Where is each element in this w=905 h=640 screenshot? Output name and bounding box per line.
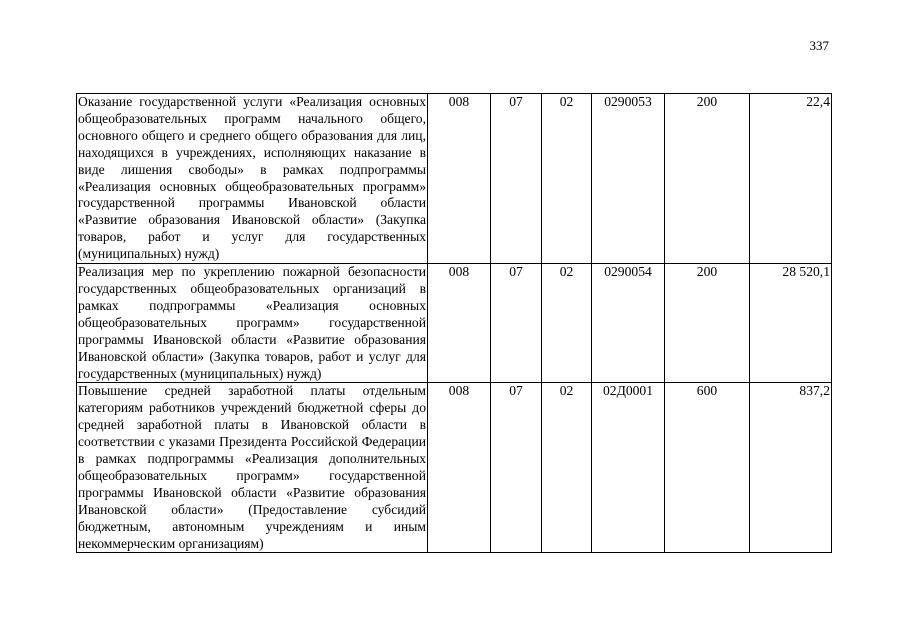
amount: 22,4 (750, 94, 832, 264)
row-description: Повышение средней заработной платы отдельным категориям работников учреждений бюджетной сферы до средней заработной платы в Ивановской области в соответствии с указами Президента Российской Федерации в рамках подпрограммы «Реализация дополнительных общеобразовательных программ» государственной программы Ивановской области «Развитие образования Ивановской области» (Предоставление субсидий бюджетным, автономным учреждениям и иным некоммерческим организациям) (77, 383, 428, 553)
section-code: 07 (491, 383, 542, 553)
subsection-code: 02 (542, 94, 592, 264)
table-row (77, 264, 832, 383)
table-row (77, 94, 832, 264)
expense-type-code: 600 (665, 383, 750, 553)
budget-table (76, 93, 832, 553)
ministry-code: 008 (428, 264, 491, 383)
page-number: 337 (809, 38, 829, 53)
amount: 837,2 (750, 383, 832, 553)
amount: 28 520,1 (750, 264, 832, 383)
table-row (77, 383, 832, 553)
expense-type-code: 200 (665, 94, 750, 264)
target-article-code: 02Д0001 (592, 383, 665, 553)
subsection-code: 02 (542, 264, 592, 383)
row-description: Оказание государственной услуги «Реализация основных общеобразовательных программ начального общего, основного общего и среднего общего образования для лиц, находящихся в учреждениях, исполняющих наказание в виде лишения свободы» в рамках подпрограммы «Реализация основных общеобразовательных программ» государственной программы Ивановской области «Развитие образования Ивановской области» (Закупка товаров, работ и услуг для государственных (муниципальных) нужд) (77, 94, 428, 264)
row-description: Реализация мер по укреплению пожарной безопасности государственных общеобразовательных организаций в рамках подпрограммы «Реализация основных общеобразовательных программ» государственной программы Ивановской области «Развитие образования Ивановской области» (Закупка товаров, работ и услуг для государственных (муниципальных) нужд) (77, 264, 428, 383)
ministry-code: 008 (428, 383, 491, 553)
ministry-code: 008 (428, 94, 491, 264)
target-article-code: 0290054 (592, 264, 665, 383)
section-code: 07 (491, 94, 542, 264)
section-code: 07 (491, 264, 542, 383)
target-article-code: 0290053 (592, 94, 665, 264)
subsection-code: 02 (542, 383, 592, 553)
expense-type-code: 200 (665, 264, 750, 383)
